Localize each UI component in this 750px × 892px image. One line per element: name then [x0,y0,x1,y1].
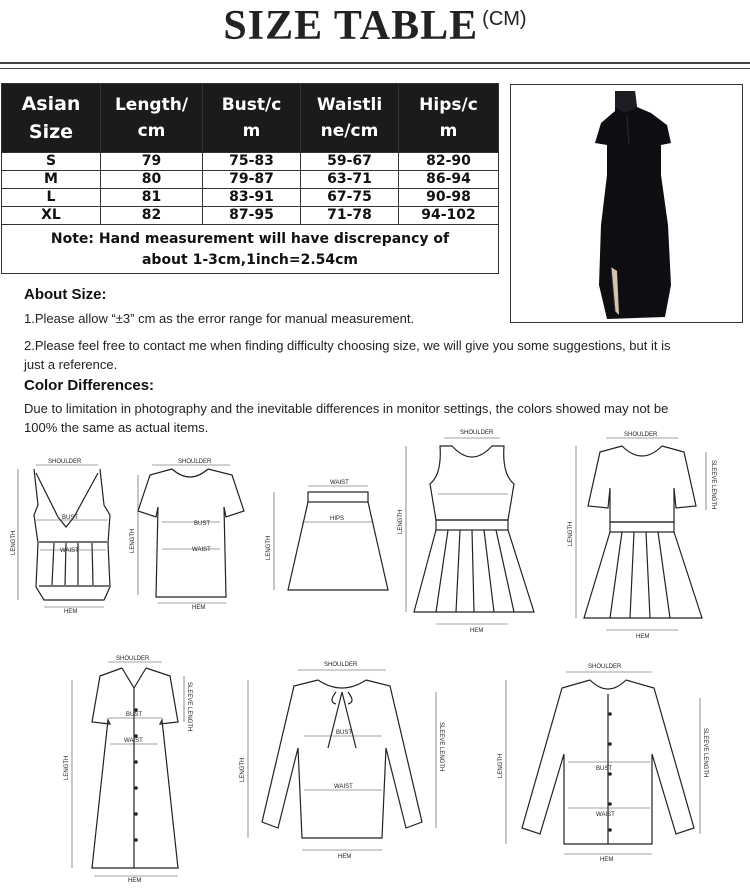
label-waist: WAIST [596,812,615,818]
title-main: SIZE TABLE [223,3,479,49]
cell-length: 81 [101,189,203,207]
label-bust: BUST [596,766,613,772]
about-item-2-line-2: just a reference. [24,357,118,372]
table-row [2,207,499,225]
table-header-row [2,84,499,153]
label-hem: HEM [470,628,484,634]
label-sleeve: SLEEVE LENGTH [702,728,708,778]
table-note-row [2,225,499,274]
header-bust: Bust/c m [203,84,301,153]
label-waist: WAIST [60,548,79,554]
label-length: LENGTH [568,521,574,546]
cell-waist: 59-67 [301,153,399,171]
cell-waist: 71-78 [301,207,399,225]
color-text-line-2: 100% the same as actual items. [24,420,209,435]
label-waist: WAIST [192,547,211,553]
label-hem: HEM [338,854,352,860]
cell-length: 79 [101,153,203,171]
color-differences-heading: Color Differences: [24,377,155,394]
about-size-heading: About Size: [24,286,107,303]
camisole-sketch [6,455,126,625]
header-length: Length/ cm [101,84,203,153]
cell-size: M [2,171,101,189]
sleeveless-dress-sketch [396,424,556,649]
divider-bottom [0,68,750,69]
size-table [1,83,499,274]
cell-waist: 63-71 [301,171,399,189]
label-shoulder: SHOULDER [116,656,150,662]
label-hem: HEM [128,878,142,884]
label-bust: BUST [336,730,353,736]
cell-waist: 67-75 [301,189,399,207]
page-title [0,2,750,50]
table-row [2,153,499,171]
label-sleeve: SLEEVE LENGTH [710,460,716,510]
cell-length: 80 [101,171,203,189]
button-shirt-sketch [492,658,722,868]
header-hips: Hips/c m [399,84,499,153]
header-waist: Waistli ne/cm [301,84,399,153]
bow-blouse-sketch [232,652,457,867]
table-row [2,189,499,207]
title-unit: (CM) [482,8,527,30]
label-waist: WAIST [334,784,353,790]
label-shoulder: SHOULDER [178,459,212,465]
label-waist: WAIST [330,480,349,486]
label-sleeve: SLEEVE LENGTH [438,722,444,772]
cell-hips: 90-98 [399,189,499,207]
about-item-1: 1.Please allow “±3” cm as the error range for manual measurement. [24,311,415,326]
cell-size: L [2,189,101,207]
label-length: LENGTH [64,755,70,780]
label-length: LENGTH [398,509,404,534]
label-bust: BUST [194,521,211,527]
label-sleeve: SLEEVE LENGTH [186,682,192,732]
cell-bust: 83-91 [203,189,301,207]
label-bust: BUST [62,515,79,521]
label-hem: HEM [636,634,650,640]
tshirt-sketch [122,455,257,620]
cell-hips: 86-94 [399,171,499,189]
label-shoulder: SHOULDER [48,459,82,465]
cell-bust: 79-87 [203,171,301,189]
cell-hips: 94-102 [399,207,499,225]
cell-size: S [2,153,101,171]
velvet-dress-image [511,85,743,323]
shirt-dress-sketch [58,650,218,887]
divider-top [0,62,750,64]
label-length: LENGTH [498,753,504,778]
skirt-sketch [256,470,396,605]
label-length: LENGTH [130,528,136,553]
cell-size: XL [2,207,101,225]
about-item-2-line-1: 2.Please feel free to contact me when finding difficulty choosing size, we will give you some suggestions, but it is [24,338,671,353]
label-hem: HEM [192,605,206,611]
cell-length: 82 [101,207,203,225]
table-note: Note: Hand measurement will have discrepancy of about 1-3cm,1inch=2.54cm [2,225,499,274]
color-text-line-1: Due to limitation in photography and the inevitable differences in monitor settings, the colors showed may not be [24,401,669,416]
label-waist: WAIST [124,738,143,744]
product-photo [510,84,743,323]
label-length: LENGTH [11,530,17,555]
sleeved-dress-sketch [566,426,731,651]
label-hem: HEM [600,857,614,863]
label-shoulder: SHOULDER [324,662,358,668]
header-size: Asian Size [2,84,101,153]
cell-bust: 75-83 [203,153,301,171]
label-bust: BUST [126,712,143,718]
cell-hips: 82-90 [399,153,499,171]
label-shoulder: SHOULDER [624,432,658,438]
cell-bust: 87-95 [203,207,301,225]
label-length: LENGTH [266,535,272,560]
label-shoulder: SHOULDER [588,664,622,670]
label-shoulder: SHOULDER [460,430,494,436]
label-length: LENGTH [240,757,246,782]
table-row [2,171,499,189]
label-hips: HIPS [330,516,345,522]
label-hem: HEM [64,609,78,615]
